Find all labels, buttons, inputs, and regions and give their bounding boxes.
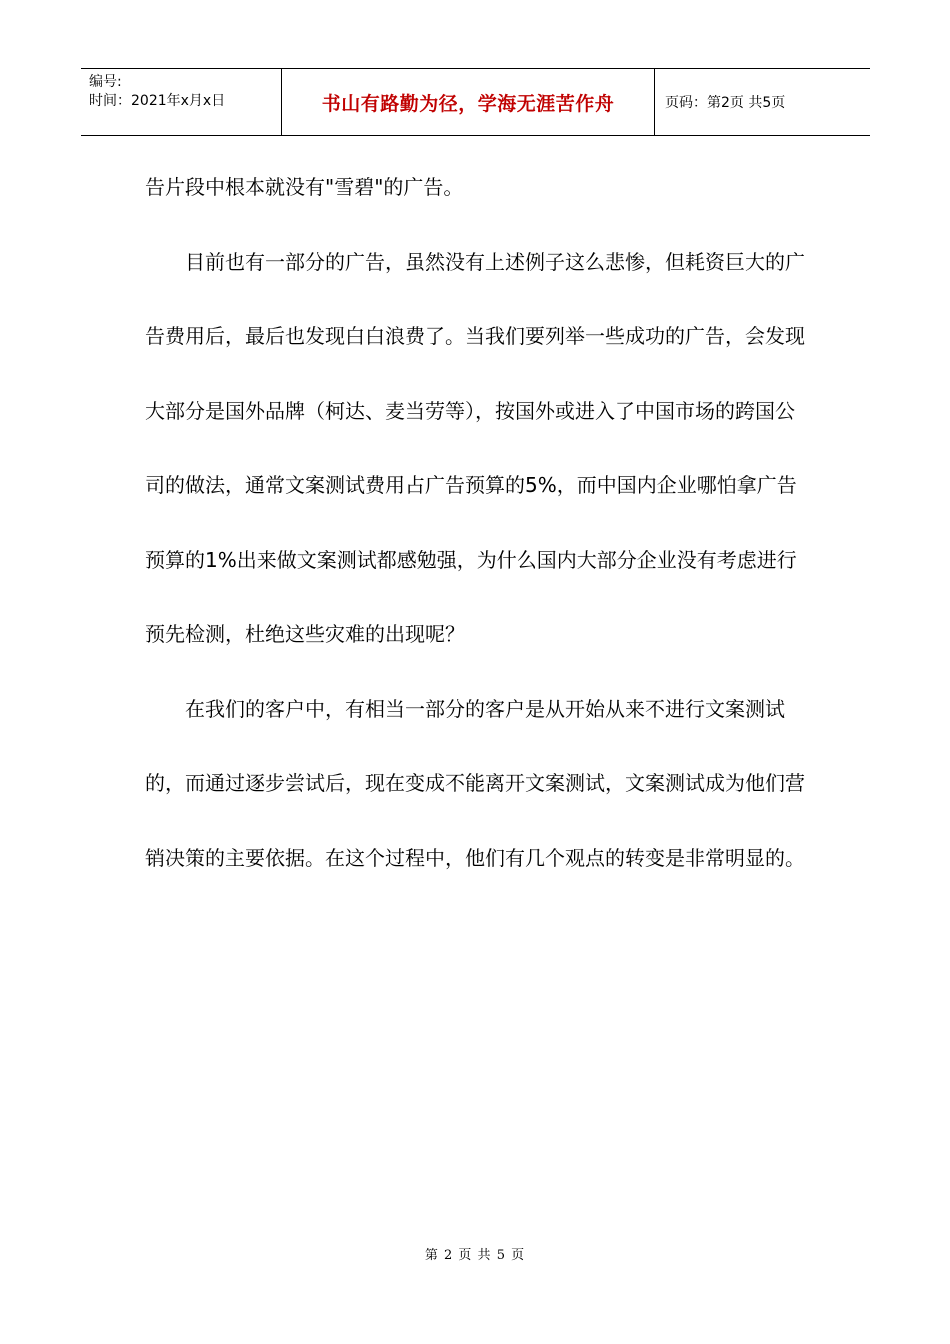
document-number-label: 编号: (89, 74, 122, 90)
paragraph: 在我们的客户中，有相当一部分的客户是从开始从来不进行文案测试的，而通过逐步尝试后，现在变成不能离开文案测试，文案测试成为他们营销决策的主要依据。在这个过程中，他们有几个观点的转变是非常明显的。 (145, 696, 805, 870)
header-meta (81, 69, 281, 135)
header-motto: 书山有路勤为径，学海无涯苦作舟 (281, 69, 655, 135)
paragraph-continuation: 告片段中根本就没有"雪碧"的广告。 (145, 175, 464, 199)
header-page-info: 页码：第2页 共5页 (665, 95, 786, 111)
paragraph: 目前也有一部分的广告，虽然没有上述例子这么悲惨，但耗资巨大的广告费用后，最后也发现白白浪费了。当我们要列举一些成功的广告，会发现大部分是国外品牌（柯达、麦当劳等），按国外或进入了中国市场的跨国公司的做法，通常文案测试费用占广告预算的5%，而中国内企业哪怕拿广告预算的1%出来做文案测试都感勉强，为什么国内大部分企业没有考虑进行预先检测，杜绝这些灾难的出现呢？ (145, 249, 805, 646)
document-body (145, 150, 805, 895)
document-date: 时间：2021年x月x日 (89, 93, 226, 109)
page-footer: 第 2 页 共 5 页 (424, 1248, 526, 1263)
page-header (81, 68, 870, 136)
